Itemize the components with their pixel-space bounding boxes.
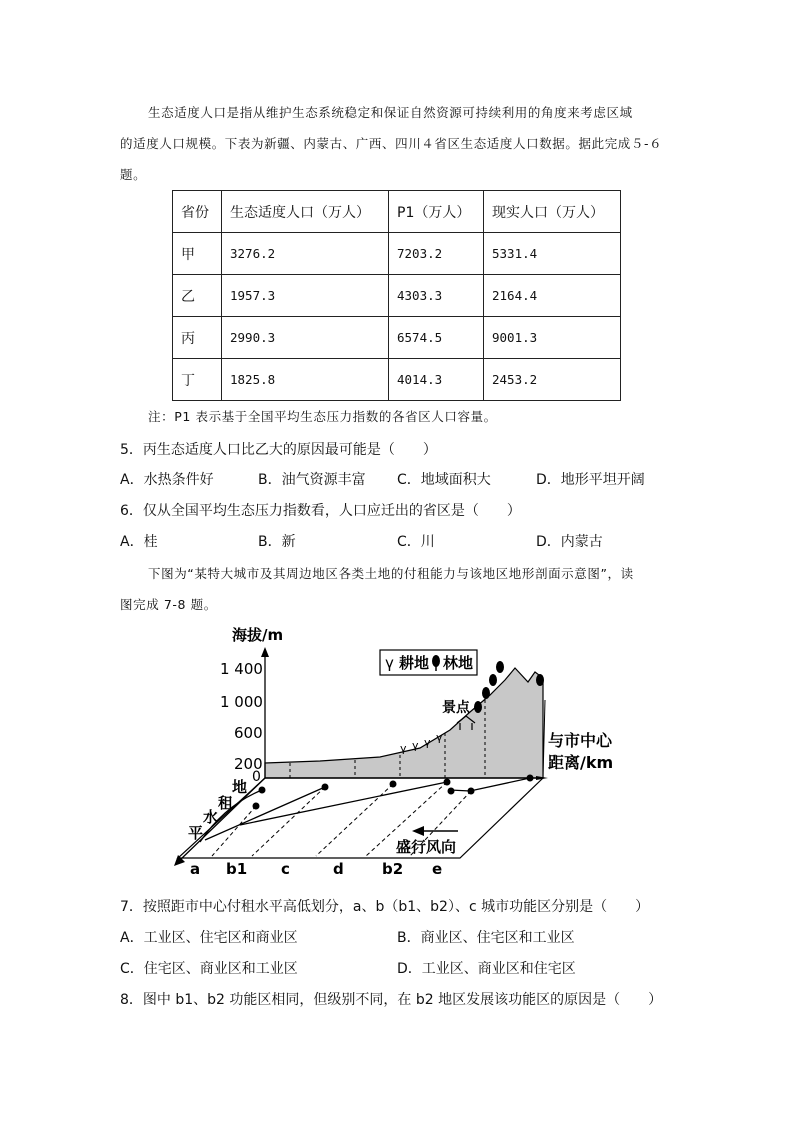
y-tick: 200 <box>234 755 263 773</box>
forest-icon <box>536 674 544 686</box>
y-axis-arrow-icon <box>261 647 269 657</box>
rent-curve-c <box>240 782 447 825</box>
table-note: 注：P1 表示基于全国平均生态压力指数的各省区人口容量。 <box>148 409 497 424</box>
intro-line-2: 的适度人口规模。下表为新疆、内蒙古、广西、四川４省区生态适度人口数据。据此完成５-６ <box>120 136 663 151</box>
intersection-point <box>448 788 455 795</box>
table-cell: 5331.4 <box>484 233 621 275</box>
table-cell: 1957.3 <box>222 275 389 317</box>
intersection-point <box>259 787 266 794</box>
table-header: 省份 <box>173 191 222 233</box>
table-header: 现实人口（万人） <box>484 191 621 233</box>
table-cell: 3276.2 <box>222 233 389 275</box>
forest-icon <box>474 701 482 713</box>
table-row <box>173 359 621 401</box>
forest-icon <box>489 674 497 686</box>
question-5-stem: 5．丙生态适度人口比乙大的原因最可能是（ ） <box>120 442 437 458</box>
y-axis-title: 海拔/m <box>232 626 284 644</box>
y-tick: 600 <box>234 724 263 742</box>
figure-intro-line-2: 图完成 7-8 题。 <box>120 597 217 612</box>
terrain-profile <box>265 668 543 778</box>
intro-line-3: 题。 <box>120 167 147 182</box>
cropland-icon: ү <box>436 731 443 744</box>
table-cell: 丁 <box>173 359 222 401</box>
question-7-option-d: D．工业区、商业区和住宅区 <box>397 961 576 977</box>
rent-label-char: 租 <box>218 794 234 812</box>
question-7-stem: 7．按照距市中心付租水平高低划分，a、b（b1、b2）、c 城市功能区分别是（ ） <box>120 899 650 915</box>
cropland-icon: ү <box>385 654 394 672</box>
forest-icon <box>496 661 504 673</box>
question-5-option-d: D．地形平坦开阔 <box>536 472 645 488</box>
figure-intro-line-1: 下图为“某特大城市及其周边地区各类土地的付租能力与该地区地形剖面示意图”，读 <box>148 566 634 581</box>
table-cell: 6574.5 <box>389 317 484 359</box>
legend-forest: 林地 <box>443 654 474 672</box>
zone-label: c <box>281 860 290 878</box>
zone-projection <box>252 787 325 856</box>
table-row <box>173 317 621 359</box>
y-tick: 1 400 <box>220 660 263 678</box>
question-8-stem: 8．图中 b1、b2 功能区相同，但级别不同，在 b2 地区发展该功能区的原因是（ ） <box>120 992 663 1008</box>
table-header-row <box>173 191 621 233</box>
table-cell: 2164.4 <box>484 275 621 317</box>
y-tick: 1 000 <box>220 693 263 711</box>
question-7-option-a: A．工业区、住宅区和商业区 <box>120 930 298 946</box>
zone-projection <box>316 784 393 856</box>
question-6-option-b: B．新 <box>258 534 296 550</box>
zone-label: e <box>432 860 443 878</box>
table-cell: 4014.3 <box>389 359 484 401</box>
terrain-rent-figure <box>160 618 640 880</box>
question-5-option-c: C．地域面积大 <box>397 472 491 488</box>
question-7-option-c: C．住宅区、商业区和工业区 <box>120 961 298 977</box>
rent-label-char: 水 <box>203 808 219 826</box>
cropland-icon: ү <box>424 736 431 749</box>
question-6-option-d: D．内蒙古 <box>536 534 603 550</box>
table-cell: 7203.2 <box>389 233 484 275</box>
zone-label: b1 <box>226 860 248 878</box>
question-7-option-b: B．商业区、住宅区和工业区 <box>397 930 575 946</box>
rent-label-char: 平 <box>188 824 204 842</box>
table-cell: 乙 <box>173 275 222 317</box>
y-tick: 0 <box>252 769 261 785</box>
table-cell: 甲 <box>173 233 222 275</box>
table-header: P1（万人） <box>389 191 484 233</box>
table-header: 生态适度人口（万人） <box>222 191 389 233</box>
wind-arrow-icon <box>412 826 424 836</box>
zone-label: d <box>333 860 344 878</box>
forest-icon <box>482 687 490 699</box>
x-axis-title-line-1: 与市中心 <box>548 731 613 750</box>
population-table <box>172 190 621 401</box>
question-5-option-b: B．油气资源丰富 <box>258 472 366 488</box>
question-6-option-c: C．川 <box>397 534 435 550</box>
rent-curve-e <box>450 778 530 791</box>
x-axis-title-line-2: 距离/km <box>548 753 614 772</box>
legend-cropland: 耕地 <box>399 654 430 672</box>
table-cell: 4303.3 <box>389 275 484 317</box>
table-row <box>173 275 621 317</box>
table-cell: 9001.3 <box>484 317 621 359</box>
zone-label: b2 <box>382 860 404 878</box>
table-row <box>173 233 621 275</box>
table-cell: 丙 <box>173 317 222 359</box>
table-cell: 1825.8 <box>222 359 389 401</box>
legend <box>380 650 477 675</box>
zone-label: a <box>190 860 201 878</box>
cropland-icon: ү <box>412 739 419 752</box>
zone-projection <box>212 806 256 856</box>
table-cell: 2990.3 <box>222 317 389 359</box>
question-5-option-a: A．水热条件好 <box>120 472 214 488</box>
intro-line-1: 生态适度人口是指从维护生态系统稳定和保证自然资源可持续利用的角度来考虑区域 <box>148 105 633 120</box>
wind-label: 盛行风向 <box>396 838 457 856</box>
rent-label-char: 地 <box>232 778 248 796</box>
landmark-label: 景点 <box>442 700 470 716</box>
cropland-icon: ү <box>400 742 407 755</box>
intersection-point <box>527 775 534 782</box>
table-cell: 2453.2 <box>484 359 621 401</box>
question-6-stem: 6．仅从全国平均生态压力指数看，人口应迁出的省区是（ ） <box>120 503 521 519</box>
question-6-option-a: A．桂 <box>120 534 158 550</box>
